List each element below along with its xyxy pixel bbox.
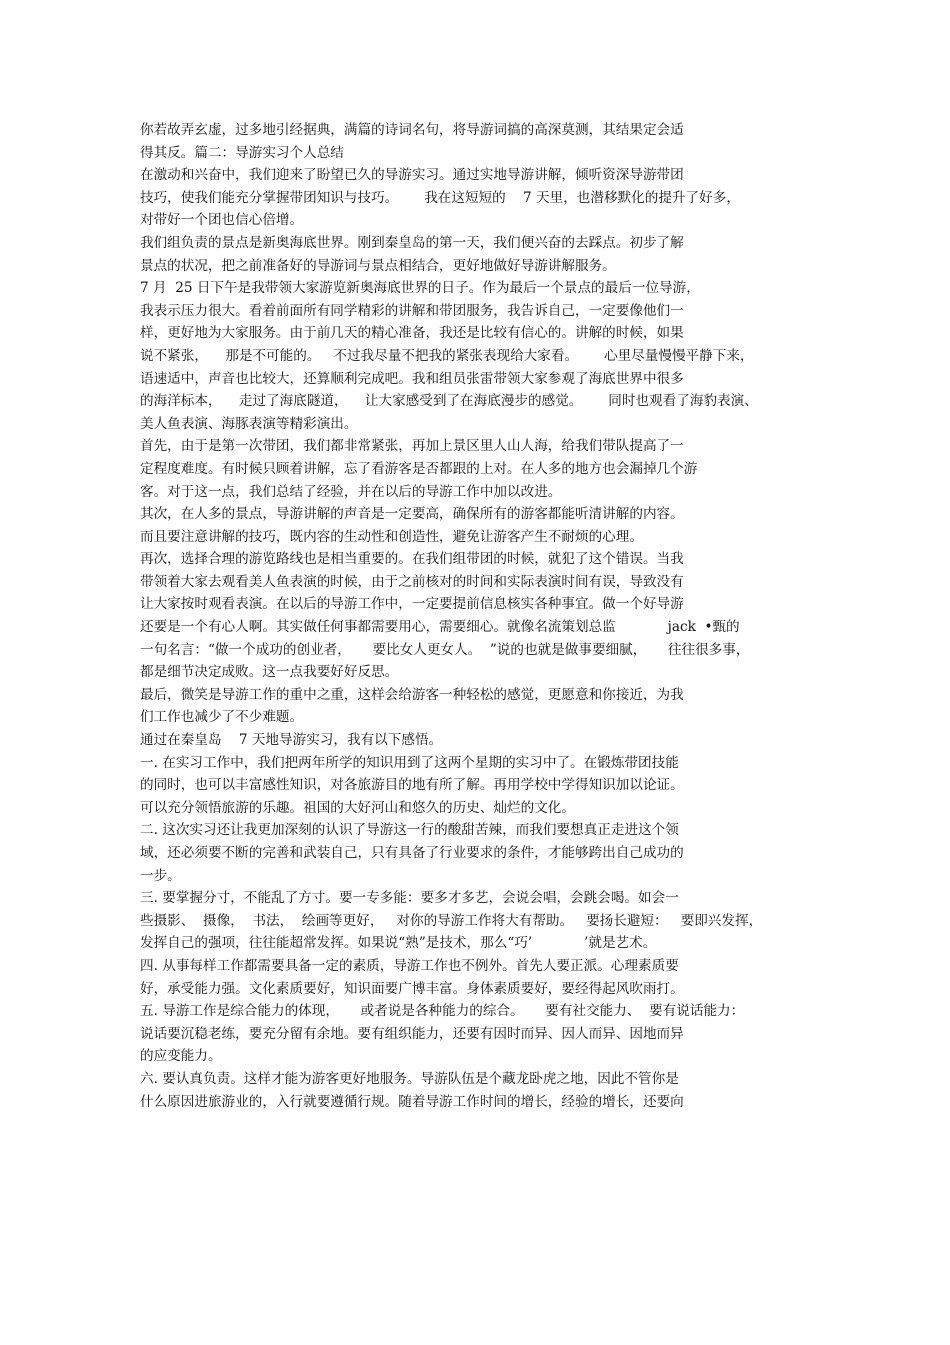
text-line: 在激动和兴奋中，我们迎来了盼望已久的导游实习。通过实地导游讲解，倾听资深导游带团 bbox=[140, 167, 684, 184]
text-line: 让大家按时观看表演。在以后的导游工作中，一定要提前信息核实各种事宜。做一个好导游 bbox=[140, 596, 684, 613]
text-line: 我们组负责的景点是新奥海底世界。刚到秦皇岛的第一天，我们便兴奋的去踩点。初步了解 bbox=[140, 234, 684, 251]
text-line: 再次，选择合理的游览路线也是相当重要的。在我们组带团的时候，就犯了这个错误。当我 bbox=[140, 551, 684, 568]
text-line: 通过在秦皇岛 7 天地导游实习，我有以下感悟。 bbox=[140, 732, 443, 749]
text-line: 而且要注意讲解的技巧，既内容的生动性和创造性，避免让游客产生不耐烦的心理。 bbox=[140, 528, 643, 545]
text-line: 语速适中，声音也比较大，还算顺利完成吧。我和组员张雷带领大家参观了海底世界中很多 bbox=[140, 370, 684, 387]
text-line: 说不紧张， 那是不可能的。 不过我尽量不把我的紧张表现给大家看。 心里尽量慢慢平静下来， bbox=[140, 347, 754, 364]
text-line: 说话要沉稳老练，要充分留有余地。要有组织能力，还要有因时而异、因人而异、因地而异 bbox=[140, 1025, 684, 1042]
text-line: 美人鱼表演、海豚表演等精彩演出。 bbox=[140, 415, 358, 432]
text-line: 一步。 bbox=[140, 867, 181, 884]
text-line: 的海洋标本， 走过了海底隧道， 让大家感受到了在海底漫步的感觉。 同时也观看了海豹表演、 bbox=[140, 393, 758, 410]
text-line: 景点的状况，把之前准备好的导游词与景点相结合，更好地做好导游讲解服务。 bbox=[140, 257, 616, 274]
text-line: 一句名言：“做一个成功的创业者， 要比女人更女人。 ”说的也就是做事要细腻， 往往很多事， bbox=[140, 641, 750, 658]
text-line: 三. 要掌握分寸，不能乱了方寸。要一专多能：要多才多艺，会说会唱，会跳会喝。如会一 bbox=[140, 890, 679, 907]
text-line: 一. 在实习工作中，我们把两年所学的知识用到了这两个星期的实习中了。在锻炼带团技能 bbox=[140, 754, 679, 771]
text-line: 域，还必须要不断的完善和武装自己，只有具备了行业要求的条件，才能够跨出自己成功的 bbox=[140, 845, 684, 861]
text-line: 对带好一个团也信心倍增。 bbox=[140, 212, 304, 229]
text-line: 定程度难度。有时候只顾着讲解，忘了看游客是否都跟的上对。在人多的地方也会漏掉几个游 bbox=[140, 460, 698, 477]
text-line: 好，承受能力强。文化素质要好，知识面要广博丰富。身体素质要好，要经得起风吹雨打。 bbox=[140, 980, 684, 997]
text-line: 二. 这次实习还让我更加深刻的认识了导游这一行的酸甜苦辣，而我们要想真正走进这个领 bbox=[140, 822, 679, 839]
text-line: 五. 导游工作是综合能力的体现， 或者说是各种能力的综合。 要有社交能力、 要有说话能力： bbox=[140, 1003, 745, 1020]
document-body bbox=[140, 119, 820, 1113]
text-line: 得其反。篇二：导游实习个人总结 bbox=[140, 144, 344, 161]
text-line: 的同时，也可以丰富感性知识，对各旅游目的地有所了解。再用学校中学得知识加以论证。 bbox=[140, 777, 684, 794]
text-line: 最后，微笑是导游工作的重中之重，这样会给游客一种轻松的感觉，更愿意和你接近，为我 bbox=[140, 686, 684, 703]
text-line: 们工作也减少了不少难题。 bbox=[140, 709, 304, 726]
text-line: 可以充分领悟旅游的乐趣。祖国的大好河山和悠久的历史、灿烂的文化。 bbox=[140, 799, 575, 816]
text-line: 还要是一个有心人啊。其实做任何事都需要用心，需要细心。就像名流策划总监 jack •甄的 bbox=[140, 619, 740, 636]
text-line: 你若故弄玄虚，过多地引经据典，满篇的诗词名句，将导游词搞的高深莫测，其结果定会适 bbox=[140, 122, 684, 138]
text-line: 四. 从事每样工作都需要具备一定的素质，导游工作也不例外。首先人要正派。心理素质要 bbox=[140, 957, 679, 974]
text-line: 客。对于这一点，我们总结了经验，并在以后的导游工作中加以改进。 bbox=[140, 483, 562, 500]
text-line: 些摄影、 摄像， 书法， 绘画等更好， 对你的导游工作将大有帮助。 要扬长避短： 要即兴发挥， bbox=[140, 912, 763, 929]
text-line: 的应变能力。 bbox=[140, 1048, 222, 1065]
text-line: 样，更好地为大家服务。由于前几天的精心准备，我还是比较有信心的。讲解的时候，如果 bbox=[140, 325, 684, 342]
text-line: 带领着大家去观看美人鱼表演的时候，由于之前核对的时间和实际表演时间有误，导致没有 bbox=[140, 573, 684, 590]
text-line: 其次，在人多的景点，导游讲解的声音是一定要高，确保所有的游客都能听清讲解的内容。 bbox=[140, 506, 684, 523]
text-line: 技巧，使我们能充分掌握带团知识与技巧。 我在这短短的 7 天里，也潜移默化的提升了好多， bbox=[140, 189, 740, 206]
text-line: 首先，由于是第一次带团，我们都非常紧张，再加上景区里人山人海，给我们带队提高了一 bbox=[140, 438, 684, 455]
text-line: 7 月 25 日下午是我带领大家游览新奥海底世界的日子。作为最后一个景点的最后一位导游， bbox=[140, 280, 700, 297]
text-line: 我表示压力很大。看着前面所有同学精彩的讲解和带团服务，我告诉自己，一定要像他们一 bbox=[140, 302, 684, 319]
text-line: 六. 要认真负责。这样才能为游客更好地服务。导游队伍是个藏龙卧虎之地，因此不管你是 bbox=[140, 1070, 679, 1087]
text-line: 都是细节决定成败。这一点我要好好反思。 bbox=[140, 664, 399, 681]
text-line: 什么原因进旅游业的，入行就要遵循行规。随着导游工作时间的增长，经验的增长，还要向 bbox=[140, 1093, 684, 1110]
text-line: 发挥自己的强项，往往能超常发挥。如果说“熟”是技术，那么“巧’ ’就是艺术。 bbox=[140, 935, 657, 952]
